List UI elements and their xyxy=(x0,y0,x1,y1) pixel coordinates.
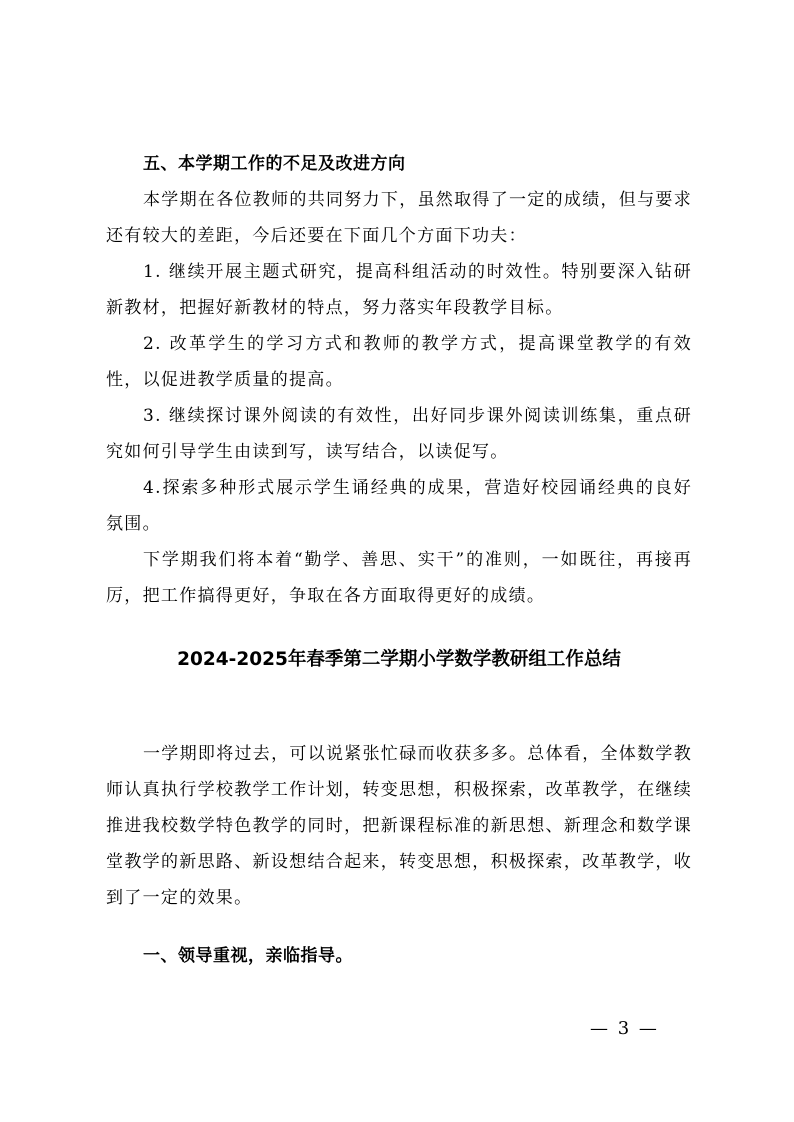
section-five-intro: 本学期在各位教师的共同努力下，虽然取得了一定的成绩，但与要求还有较大的差距，今后还要在下面几个方面下功夫： xyxy=(106,190,692,246)
report-opening-paragraph: 一学期即将过去，可以说紧张忙碌而收获多多。总体看，全体数学教师认真执行学校教学工作计划，转变思想，积极探索，改革教学，在继续推进我校数学特色教学的同时，把新课程标准的新思想、新理念和数学课堂教学的新思路、新设想结合起来，转变思想，积极探索，改革教学，收到了一定的效果。 xyxy=(106,744,692,908)
page-number: — 3 — xyxy=(590,1018,659,1039)
section-five-closing: 下学期我们将本着“勤学、善思、实干”的准则，一如既往，再接再厉，把工作搞得更好，争取在各方面取得更好的成绩。 xyxy=(106,550,692,606)
improvement-item-3: 3. 继续探讨课外阅读的有效性，出好同步课外阅读训练集，重点研究如何引导学生由读到写，读写结合，以读促写。 xyxy=(106,406,692,462)
improvement-item-1: 1. 继续开展主题式研究，提高科组活动的时效性。特别要深入钻研新教材，把握好新教材的特点，努力落实年段教学目标。 xyxy=(106,262,692,318)
improvement-item-4: 4.探索多种形式展示学生诵经典的成果，营造好校园诵经典的良好氛围。 xyxy=(106,478,692,534)
improvement-item-2: 2. 改革学生的学习方式和教师的教学方式，提高课堂教学的有效性，以促进教学质量的提高。 xyxy=(106,334,692,390)
section-one-heading: 一、领导重视，亲临指导。 xyxy=(143,946,353,966)
section-five-heading: 五、本学期工作的不足及改进方向 xyxy=(143,154,406,174)
report-title: 2024-2025年春季第二学期小学数学教研组工作总结 xyxy=(177,649,621,670)
